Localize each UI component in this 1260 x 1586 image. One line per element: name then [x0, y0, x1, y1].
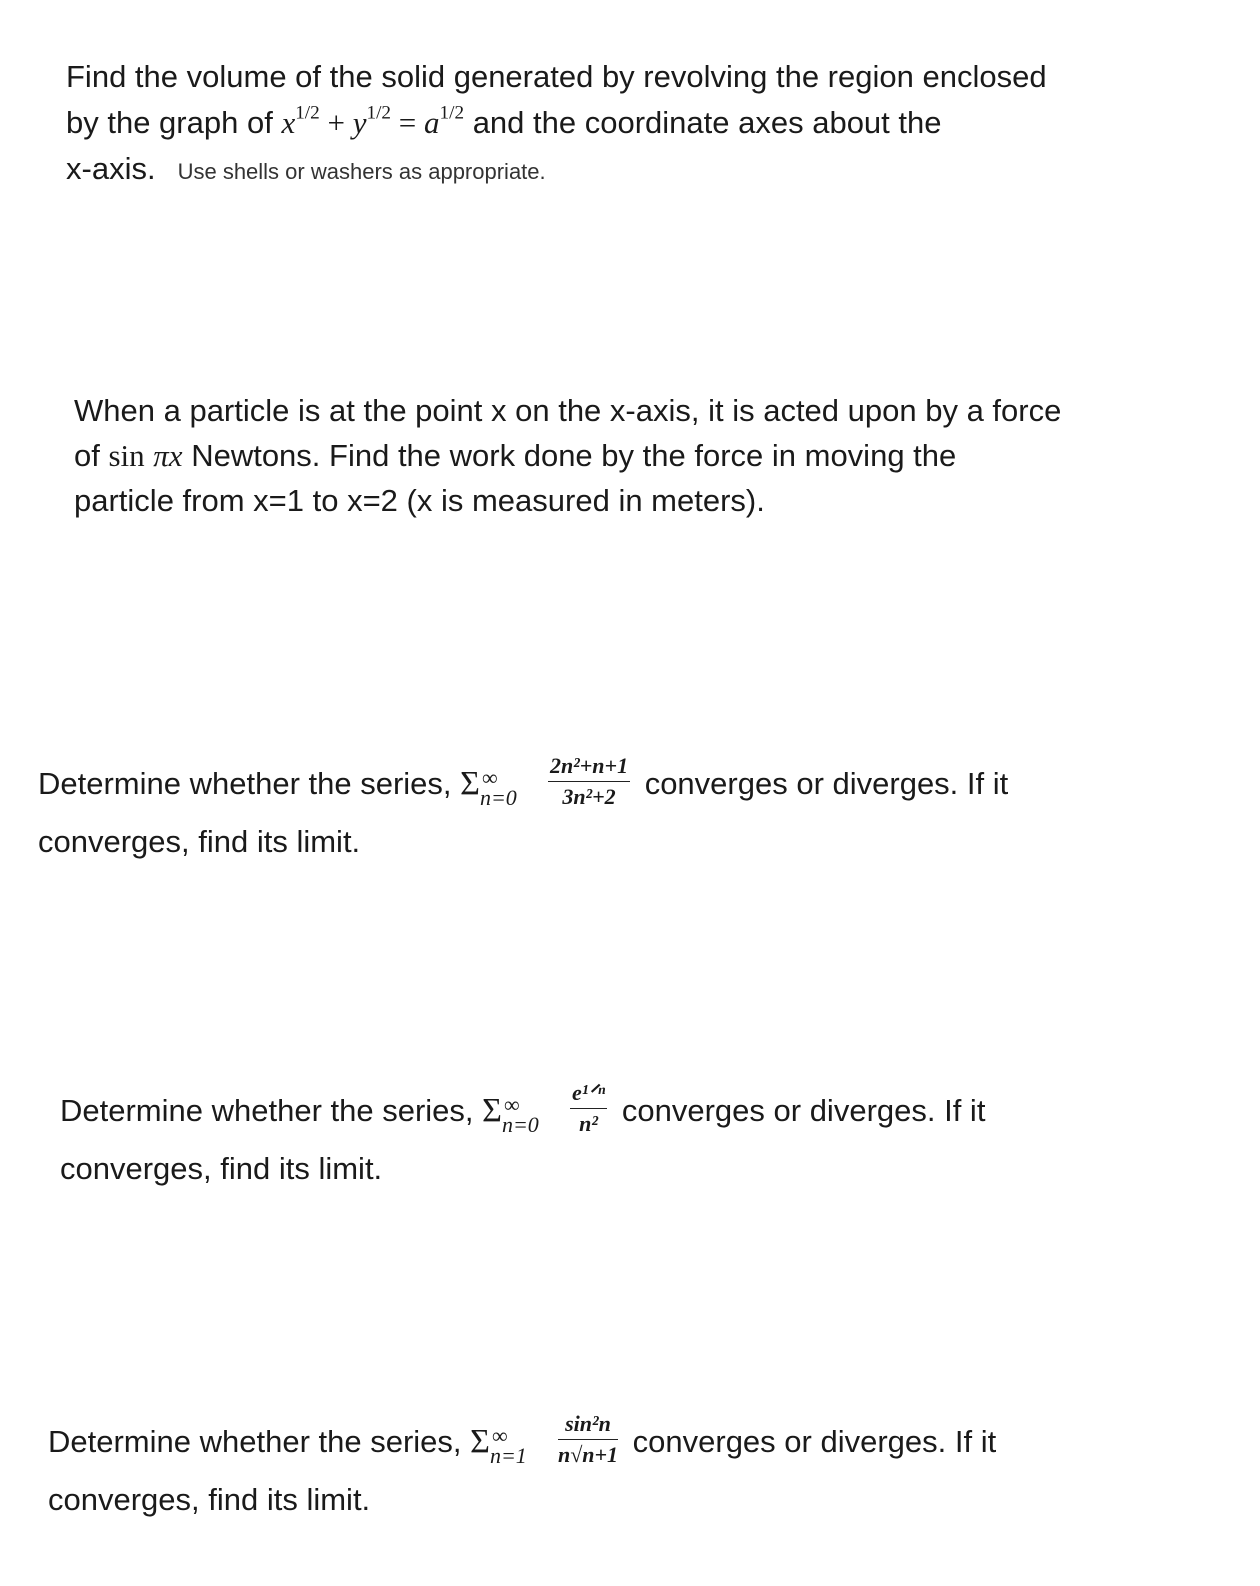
problem-volume: [66, 54, 1047, 195]
sum-upper-limit: ∞: [503, 1092, 520, 1117]
problem-volume-line-1: Find the volume of the solid generated by revolving the region enclosed: [66, 59, 1047, 94]
text-segment: converges or diverges. If it: [624, 1424, 997, 1459]
sum-limits: [489, 1414, 552, 1468]
series-term-fraction: [558, 1411, 618, 1468]
fraction-numerator: e¹ᐟⁿ: [570, 1080, 607, 1109]
text-segment: Determine whether the series,: [60, 1093, 483, 1128]
problem-series-2: [60, 1080, 986, 1197]
sigma-symbol: Σ: [460, 765, 480, 802]
problem-work: [74, 388, 1061, 523]
math-var-y: y: [352, 105, 367, 140]
problem-work-line-1: When a particle is at the point x on the x-axis, it is acted upon by a force: [74, 393, 1062, 428]
text-segment: Newtons. Find the work done by the force in moving the: [182, 438, 957, 473]
sum-lower-limit: n=0: [479, 785, 517, 810]
math-operator-plus: +: [319, 105, 353, 140]
text-segment: x-axis.: [66, 151, 156, 186]
sum-lower-limit: n=0: [501, 1112, 539, 1137]
text-segment: by the graph of: [66, 105, 282, 140]
sum-upper-limit: ∞: [491, 1423, 508, 1448]
text-segment: and the coordinate axes about the: [464, 105, 942, 140]
math-operator-equals: =: [391, 105, 425, 140]
text-segment: Determine whether the series,: [48, 1424, 471, 1459]
series-1-line-2: converges, find its limit.: [38, 824, 361, 860]
problem-work-line-2: [74, 433, 1061, 478]
sum-limits: [479, 756, 542, 810]
problem-volume-line-3: [66, 146, 1047, 195]
math-var-a: a: [424, 105, 440, 140]
sigma-symbol: Σ: [470, 1423, 490, 1460]
math-exponent: 1/2: [439, 102, 465, 124]
series-2-line-2: converges, find its limit.: [60, 1151, 383, 1187]
series-term-fraction: [570, 1080, 607, 1137]
text-segment: of: [74, 438, 109, 473]
method-note: Use shells or washers as appropriate.: [177, 159, 546, 184]
sum-upper-limit: ∞: [481, 765, 498, 790]
text-segment: converges or diverges. If it: [636, 766, 1009, 801]
fraction-denominator: n√n+1: [557, 1442, 619, 1468]
problem-series-1: [38, 753, 1009, 870]
sum-lower-limit: n=1: [489, 1443, 527, 1468]
text-segment: converges or diverges. If it: [613, 1093, 986, 1128]
math-exponent: 1/2: [295, 102, 320, 124]
problem-volume-line-2: [66, 100, 1047, 146]
math-func-sin: sin: [108, 438, 145, 473]
text-segment: Determine whether the series,: [38, 766, 461, 801]
series-term-fraction: [548, 753, 630, 810]
series-3-line-1: [48, 1411, 997, 1472]
series-3-line-2: converges, find its limit.: [48, 1482, 371, 1518]
sum-limits: [501, 1083, 564, 1137]
series-2-line-1: [60, 1080, 986, 1141]
fraction-numerator: sin²n: [558, 1411, 618, 1440]
problem-series-3: [48, 1411, 997, 1528]
math-var-x: x: [281, 105, 296, 140]
fraction-denominator: 3n²+2: [562, 784, 616, 810]
fraction-numerator: 2n²+n+1: [548, 753, 630, 782]
fraction-denominator: n²: [579, 1111, 599, 1137]
sigma-symbol: Σ: [482, 1092, 502, 1129]
math-exponent: 1/2: [366, 102, 392, 124]
problem-work-line-3: particle from x=1 to x=2 (x is measured in meters).: [74, 483, 765, 518]
series-1-line-1: [38, 753, 1009, 814]
math-arg-pix: πx: [153, 438, 183, 473]
